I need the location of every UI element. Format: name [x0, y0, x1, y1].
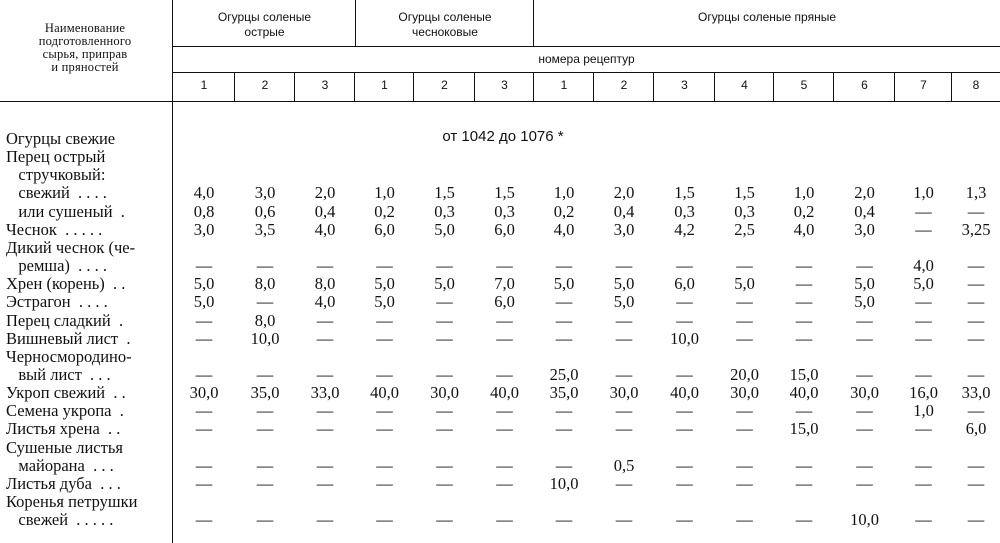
value-cell: — — [676, 401, 693, 421]
value-cell: — — [915, 310, 932, 330]
row-label: ремша) . . . . — [6, 256, 108, 276]
value-cell: — — [967, 292, 985, 312]
value-cell: 5,0 — [434, 274, 455, 294]
value-cell: — — [256, 292, 274, 312]
value-cell: — — [795, 455, 813, 475]
value-cell: — — [967, 401, 985, 421]
value-cell: 3,25 — [961, 219, 991, 239]
number-col-divider — [413, 72, 414, 102]
value-cell: 30,0 — [189, 383, 219, 403]
value-cell: — — [676, 473, 693, 493]
value-cell: — — [555, 292, 573, 312]
value-cell: — — [496, 455, 513, 475]
value-cell: — — [376, 364, 393, 384]
value-cell: — — [795, 510, 813, 530]
value-cell: — — [915, 364, 932, 384]
value-cell: — — [736, 292, 753, 312]
row-label: Перец острый — [6, 147, 106, 167]
value-cell: 4,0 — [314, 219, 336, 239]
value-cell: 4,0 — [553, 219, 575, 239]
row-label: Перец сладкий . — [6, 310, 124, 330]
value-cell: — — [856, 401, 873, 421]
value-cell: — — [856, 473, 873, 493]
value-cell: — — [795, 473, 813, 493]
number-col-divider — [773, 72, 774, 102]
value-cell: — — [915, 328, 932, 348]
recipe-number: 2 — [261, 78, 269, 92]
group-header-sharp — [173, 10, 356, 40]
value-cell: — — [436, 292, 453, 312]
recipe-number: 2 — [620, 78, 628, 92]
value-cell: 5,0 — [613, 292, 635, 312]
value-cell: — — [795, 328, 813, 348]
number-col-divider — [474, 72, 475, 102]
value-cell: — — [496, 364, 513, 384]
row-label: Коренья петрушки — [6, 492, 138, 511]
value-cell: 8,0 — [314, 274, 336, 294]
value-cell: — — [676, 310, 693, 330]
value-cell: 40,0 — [789, 383, 819, 403]
value-cell: 15,0 — [789, 419, 819, 439]
value-cell: — — [436, 473, 453, 493]
value-cell: 5,0 — [434, 219, 455, 239]
number-col-divider — [833, 72, 834, 102]
value-cell: — — [615, 310, 633, 330]
number-col-divider — [533, 72, 534, 102]
group-header-line: Огурцы соленые — [398, 10, 492, 24]
value-cell: — — [967, 274, 985, 294]
value-cell: 5,0 — [854, 292, 875, 312]
value-cell: — — [676, 510, 693, 530]
value-cell: — — [496, 419, 513, 439]
value-cell: — — [967, 256, 985, 276]
value-cell: — — [967, 364, 985, 384]
row-label: Вишневый лист . — [6, 328, 131, 348]
value-cell: — — [436, 310, 453, 330]
value-cell: — — [615, 256, 633, 276]
value-cell: 8,0 — [254, 310, 276, 330]
group-header-line: чесноковые — [412, 25, 478, 39]
value-cell: 0,2 — [793, 201, 815, 221]
header-name-line: сырья, приправ — [42, 47, 128, 61]
value-cell: — — [316, 419, 334, 439]
number-col-divider — [714, 72, 715, 102]
value-cell: 10,0 — [549, 473, 579, 493]
value-cell: — — [256, 256, 274, 276]
value-cell: 0,3 — [494, 201, 515, 221]
value-cell: 8,0 — [254, 274, 276, 294]
value-cell: — — [376, 473, 393, 493]
row-label: Эстрагон . . . . — [6, 292, 108, 312]
value-cell: — — [795, 274, 813, 294]
recipe-number: 3 — [321, 78, 329, 92]
value-cell: — — [915, 292, 932, 312]
value-cell: — — [856, 310, 873, 330]
value-cell: 30,0 — [430, 383, 459, 403]
value-cell: — — [256, 419, 274, 439]
group-divider-line — [355, 0, 356, 46]
recipe-number: 6 — [861, 78, 868, 92]
row-label: Листья хрена . . — [6, 419, 121, 439]
value-cell: 5,0 — [734, 274, 755, 294]
value-cell: — — [967, 201, 985, 221]
value-cell: 4,0 — [314, 292, 336, 312]
recipe-number: 5 — [800, 78, 808, 92]
number-col-divider — [653, 72, 654, 102]
value-cell: 6,0 — [494, 292, 515, 312]
value-cell: — — [736, 455, 753, 475]
value-cell: — — [376, 455, 393, 475]
number-col-divider — [234, 72, 235, 102]
value-cell: 5,0 — [193, 274, 215, 294]
value-cell: 1,0 — [913, 401, 934, 421]
value-cell: 35,0 — [549, 383, 579, 403]
group-header-line: острые — [244, 25, 285, 39]
value-cell: — — [195, 401, 213, 421]
value-cell: 1,5 — [434, 183, 455, 203]
value-cell: — — [195, 510, 213, 530]
value-cell: 6,0 — [374, 219, 395, 239]
value-cell: 4,0 — [793, 219, 815, 239]
value-cell: 33,0 — [961, 383, 991, 403]
value-cell: — — [615, 510, 633, 530]
header-name-line: и пряностей — [51, 60, 119, 74]
value-cell: — — [436, 328, 453, 348]
value-cell: 33,0 — [310, 383, 340, 403]
value-cell: — — [915, 219, 932, 239]
value-cell: 6,0 — [494, 219, 515, 239]
value-cell: 2,0 — [613, 183, 635, 203]
row-label: стручковый: — [6, 165, 106, 185]
value-cell: — — [436, 510, 453, 530]
value-cell: — — [195, 455, 213, 475]
value-cell: — — [195, 419, 213, 439]
value-cell: — — [555, 328, 573, 348]
value-cell: 1,5 — [734, 183, 755, 203]
value-cell: — — [915, 419, 932, 439]
value-cell: 30,0 — [609, 383, 639, 403]
value-cell: 0,2 — [374, 201, 395, 221]
group-header-line: Огурцы соленые пряные — [697, 10, 837, 24]
recipe-number: 1 — [381, 78, 388, 92]
value-cell: — — [316, 473, 334, 493]
row-label: майорана . . . — [6, 455, 114, 475]
value-cell: — — [676, 419, 693, 439]
value-cell: — — [195, 328, 213, 348]
value-cell: 1,5 — [674, 183, 695, 203]
value-cell: — — [736, 256, 753, 276]
value-cell: 7,0 — [494, 274, 515, 294]
value-cell: 10,0 — [850, 510, 879, 530]
value-cell: — — [496, 328, 513, 348]
value-cell: — — [496, 510, 513, 530]
value-cell: — — [676, 256, 693, 276]
recipe-numbers-subheader: номера рецептур — [538, 52, 635, 66]
value-cell: 5,0 — [374, 292, 395, 312]
value-cell: 3,0 — [254, 183, 276, 203]
header-bottom-rule — [0, 101, 1000, 102]
value-cell: — — [496, 473, 513, 493]
value-cell: — — [555, 256, 573, 276]
value-cell: — — [195, 364, 213, 384]
value-cell: 1,0 — [374, 183, 395, 203]
row-label: Листья дуба . . . — [6, 473, 121, 493]
value-cell: 1,5 — [494, 183, 515, 203]
value-cell: — — [967, 310, 985, 330]
value-cell: — — [736, 473, 753, 493]
value-cell: 40,0 — [670, 383, 699, 403]
group-header-spicy — [534, 10, 1000, 25]
value-cell: — — [256, 364, 274, 384]
value-cell: — — [856, 364, 873, 384]
value-cell: — — [555, 310, 573, 330]
row-label: свежий . . . . — [6, 183, 107, 203]
value-cell: — — [615, 419, 633, 439]
value-cell: 1,3 — [965, 183, 987, 203]
value-cell: 0,4 — [314, 201, 336, 221]
value-cell: 0,2 — [553, 201, 575, 221]
value-cell: 16,0 — [909, 383, 938, 403]
value-cell: 30,0 — [730, 383, 759, 403]
value-cell: 5,0 — [613, 274, 635, 294]
value-cell: — — [967, 455, 985, 475]
value-cell: — — [316, 510, 334, 530]
value-cell: — — [376, 310, 393, 330]
value-cell: — — [795, 310, 813, 330]
value-cell: — — [436, 256, 453, 276]
value-cell: — — [915, 201, 932, 221]
value-cell: 1,0 — [793, 183, 815, 203]
header-name-line: Наименование — [44, 21, 126, 35]
value-cell: — — [496, 401, 513, 421]
value-cell: — — [436, 455, 453, 475]
value-cell: 6,0 — [674, 274, 695, 294]
value-cell: — — [555, 419, 573, 439]
group-header-garlic — [356, 10, 534, 40]
number-col-divider — [294, 72, 295, 102]
value-cell: — — [736, 419, 753, 439]
value-cell: 0,3 — [734, 201, 755, 221]
value-cell: 0,3 — [434, 201, 455, 221]
value-cell: — — [795, 256, 813, 276]
value-cell: — — [436, 364, 453, 384]
value-cell: 30,0 — [850, 383, 879, 403]
row-label: Семена укропа . — [6, 401, 124, 421]
value-cell: 0,4 — [613, 201, 635, 221]
value-cell: — — [376, 328, 393, 348]
value-cell: 5,0 — [374, 274, 395, 294]
value-cell: — — [676, 292, 693, 312]
header-name-cell — [0, 22, 170, 74]
value-cell: — — [436, 419, 453, 439]
value-cell: — — [736, 401, 753, 421]
row-label: Черносмородино- — [6, 346, 132, 366]
value-cell: 3,0 — [854, 219, 875, 239]
value-cell: — — [316, 401, 334, 421]
row-label: свежей . . . . . — [6, 510, 114, 530]
value-cell: 0,4 — [854, 201, 875, 221]
value-cell: 25,0 — [549, 364, 579, 384]
value-cell: — — [795, 401, 813, 421]
value-cell: 0,3 — [674, 201, 695, 221]
value-cell: — — [195, 256, 213, 276]
value-cell: — — [316, 328, 334, 348]
recipe-number: 7 — [920, 78, 927, 92]
value-cell: 5,0 — [913, 274, 934, 294]
value-cell: — — [615, 473, 633, 493]
header-name-line: подготовленного — [38, 34, 132, 48]
row-label: Огурцы свежие — [6, 129, 116, 148]
value-cell: 5,0 — [193, 292, 215, 312]
value-cell: — — [676, 364, 693, 384]
value-cell: — — [915, 455, 932, 475]
value-cell: 6,0 — [965, 419, 987, 439]
value-cell: 4,0 — [193, 183, 215, 203]
value-cell: — — [856, 328, 873, 348]
value-cell: — — [316, 364, 334, 384]
row-label: Хрен (корень) . . — [6, 274, 126, 294]
value-cell: 5,0 — [553, 274, 575, 294]
value-cell: 0,5 — [613, 455, 635, 475]
recipe-number: 2 — [441, 78, 448, 92]
value-cell: 0,8 — [193, 201, 215, 221]
value-cell: — — [195, 310, 213, 330]
value-cell: — — [316, 256, 334, 276]
value-cell: — — [736, 328, 753, 348]
group-divider-line — [533, 0, 534, 46]
value-cell: 4,0 — [913, 256, 934, 276]
value-cell: — — [555, 455, 573, 475]
value-cell: — — [856, 455, 873, 475]
value-cell: — — [615, 328, 633, 348]
number-col-divider — [894, 72, 895, 102]
recipe-number: 1 — [200, 78, 208, 92]
value-cell: — — [316, 455, 334, 475]
value-cell: 2,0 — [314, 183, 336, 203]
value-cell: 10,0 — [670, 328, 699, 348]
header-rule — [172, 72, 1000, 73]
number-col-divider — [354, 72, 355, 102]
row-label: Дикий чеснок (че- — [6, 237, 136, 257]
group-header-line: Огурцы соленые — [217, 10, 312, 24]
value-cell: — — [967, 510, 985, 530]
value-cell: 40,0 — [490, 383, 519, 403]
value-cell: — — [615, 401, 633, 421]
value-cell: — — [316, 310, 334, 330]
value-cell: — — [195, 473, 213, 493]
value-cell: — — [376, 256, 393, 276]
value-cell: 2,0 — [854, 183, 875, 203]
recipe-number: 4 — [741, 78, 748, 92]
recipe-number: 8 — [972, 78, 980, 92]
number-col-divider — [593, 72, 594, 102]
value-cell: — — [256, 510, 274, 530]
value-cell: 3,5 — [254, 219, 276, 239]
row-label: Сушеные листья — [6, 437, 123, 457]
number-col-divider — [951, 72, 952, 102]
value-cell: 5,0 — [854, 274, 875, 294]
value-cell: 15,0 — [789, 364, 819, 384]
value-cell: — — [436, 401, 453, 421]
row-label: или сушеный . — [6, 201, 125, 221]
value-cell: 1,0 — [553, 183, 575, 203]
value-cell: — — [256, 473, 274, 493]
value-cell: — — [376, 510, 393, 530]
value-cell: 2,5 — [734, 219, 755, 239]
recipe-number: 3 — [501, 78, 508, 92]
value-cell: — — [795, 292, 813, 312]
value-cell: 40,0 — [370, 383, 399, 403]
value-cell: — — [736, 510, 753, 530]
value-cell: — — [967, 328, 985, 348]
value-cell: — — [496, 256, 513, 276]
value-cell: 1,0 — [913, 183, 934, 203]
value-cell: — — [736, 310, 753, 330]
recipe-number: 1 — [560, 78, 568, 92]
row-label: Укроп свежий . . — [6, 383, 126, 403]
header-rule — [172, 46, 1000, 47]
value-cell: 3,0 — [193, 219, 215, 239]
row-label: вый лист . . . — [6, 364, 111, 384]
value-cell: — — [967, 473, 985, 493]
value-cell: 3,0 — [613, 219, 635, 239]
row-label: Чеснок . . . . . — [6, 219, 103, 239]
value-cell: — — [915, 473, 932, 493]
value-cell: — — [856, 419, 873, 439]
value-cell: — — [256, 455, 274, 475]
value-cell: 10,0 — [250, 328, 280, 348]
value-cell: — — [256, 401, 274, 421]
value-cell: — — [376, 401, 393, 421]
recipe-number: 3 — [681, 78, 688, 92]
value-cell: — — [555, 510, 573, 530]
value-cell: — — [615, 364, 633, 384]
value-cell: — — [856, 256, 873, 276]
fresh-cucumber-range: от 1042 до 1076 * — [442, 128, 564, 145]
value-cell: — — [376, 419, 393, 439]
value-cell: 0,6 — [254, 201, 276, 221]
value-cell: — — [496, 310, 513, 330]
value-cell: 20,0 — [730, 364, 759, 384]
value-cell: 4,2 — [674, 219, 695, 239]
value-cell: — — [555, 401, 573, 421]
value-cell: — — [676, 455, 693, 475]
value-cell: — — [915, 510, 932, 530]
value-cell: 35,0 — [250, 383, 280, 403]
